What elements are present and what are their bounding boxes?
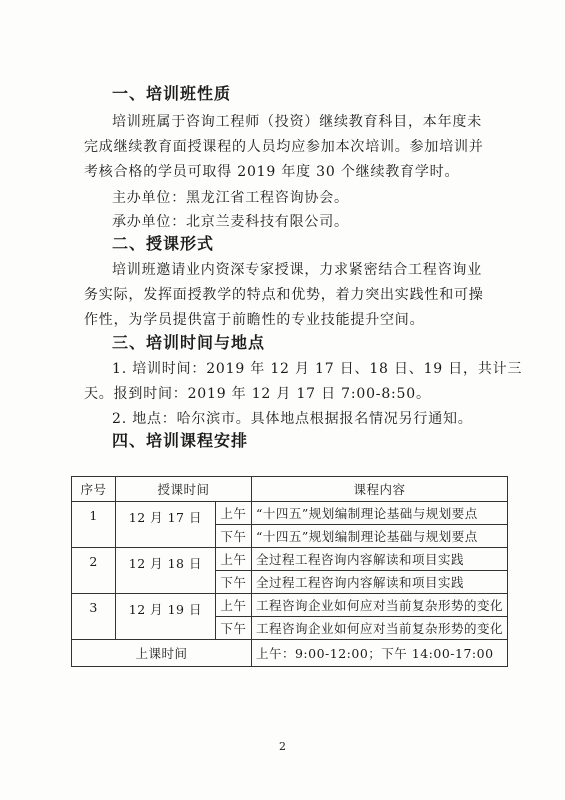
- table-header-row: [72, 477, 508, 502]
- row-no: 1: [72, 502, 116, 548]
- paragraph-nature: [84, 110, 494, 185]
- table-footer-row: [72, 640, 508, 667]
- paragraph-place: [84, 407, 494, 432]
- text-line: 天。报到时间：2019 年 12 月 17 日 7:00-8:50。: [84, 386, 431, 402]
- table-row: [72, 548, 508, 571]
- row-slot-pm: 下午: [215, 525, 251, 548]
- row-slot-am: 上午: [215, 594, 251, 617]
- text-line: 务实际，发挥面授教学的特点和优势，着力突出实践性和可操: [84, 287, 484, 303]
- text-line: 承办单位：北京兰麦科技有限公司。: [112, 214, 349, 230]
- row-content-am: “十四五”规划编制理论基础与规划要点: [251, 502, 507, 525]
- section-heading-time-place: 三、培训时间与地点: [112, 333, 266, 352]
- paragraph-host: [84, 186, 494, 211]
- row-slot-pm: 下午: [215, 571, 251, 594]
- row-slot-am: 上午: [215, 502, 251, 525]
- row-date: 12 月 19 日: [116, 594, 216, 640]
- text-line: 考核合格的学员可取得 2019 年度 30 个继续教育学时。: [84, 164, 460, 180]
- header-time: 授课时间: [116, 477, 252, 502]
- text-line: 1. 培训时间：2019 年 12 月 17 日、18 日、19 日，共计三: [112, 361, 523, 377]
- section-heading-schedule: 四、培训课程安排: [112, 431, 249, 450]
- row-content-pm: “十四五”规划编制理论基础与规划要点: [251, 525, 507, 548]
- row-slot-am: 上午: [215, 548, 251, 571]
- footer-label: 上课时间: [72, 640, 252, 667]
- row-no: 2: [72, 548, 116, 594]
- row-content-pm: 工程咨询企业如何应对当前复杂形势的变化: [251, 617, 507, 640]
- row-date: 12 月 18 日: [116, 548, 216, 594]
- row-content-am: 工程咨询企业如何应对当前复杂形势的变化: [251, 594, 507, 617]
- row-no: 3: [72, 594, 116, 640]
- row-content-am: 全过程工程咨询内容解读和项目实践: [251, 548, 507, 571]
- text-line: 2. 地点：哈尔滨市。具体地点根据报名情况另行通知。: [112, 411, 473, 427]
- paragraph-time: [84, 357, 523, 407]
- text-line: 培训班邀请业内资深专家授课，力求紧密结合工程咨询业: [112, 262, 482, 278]
- row-slot-pm: 下午: [215, 617, 251, 640]
- page-number: 2: [279, 740, 286, 753]
- table-row: [72, 594, 508, 617]
- paragraph-format: [84, 258, 494, 333]
- header-content: 课程内容: [251, 477, 507, 502]
- section-heading-nature: 一、培训班性质: [112, 84, 232, 103]
- footer-value: 上午：9:00-12:00；下午 14:00-17:00: [251, 640, 507, 667]
- course-schedule-table: [71, 476, 508, 667]
- row-date: 12 月 17 日: [116, 502, 216, 548]
- section-heading-format: 二、授课形式: [112, 234, 215, 253]
- paragraph-organizer: [84, 210, 494, 235]
- header-no: 序号: [72, 477, 116, 502]
- text-line: 作性，为学员提供富于前瞻性的专业技能提升空间。: [84, 312, 425, 328]
- text-line: 培训班属于咨询工程师（投资）继续教育科目，本年度未: [112, 114, 482, 130]
- table-row: [72, 502, 508, 525]
- row-content-pm: 全过程工程咨询内容解读和项目实践: [251, 571, 507, 594]
- text-line: 完成继续教育面授课程的人员均应参加本次培训。参加培训并: [84, 139, 484, 155]
- text-line: 主办单位：黑龙江省工程咨询协会。: [112, 190, 349, 206]
